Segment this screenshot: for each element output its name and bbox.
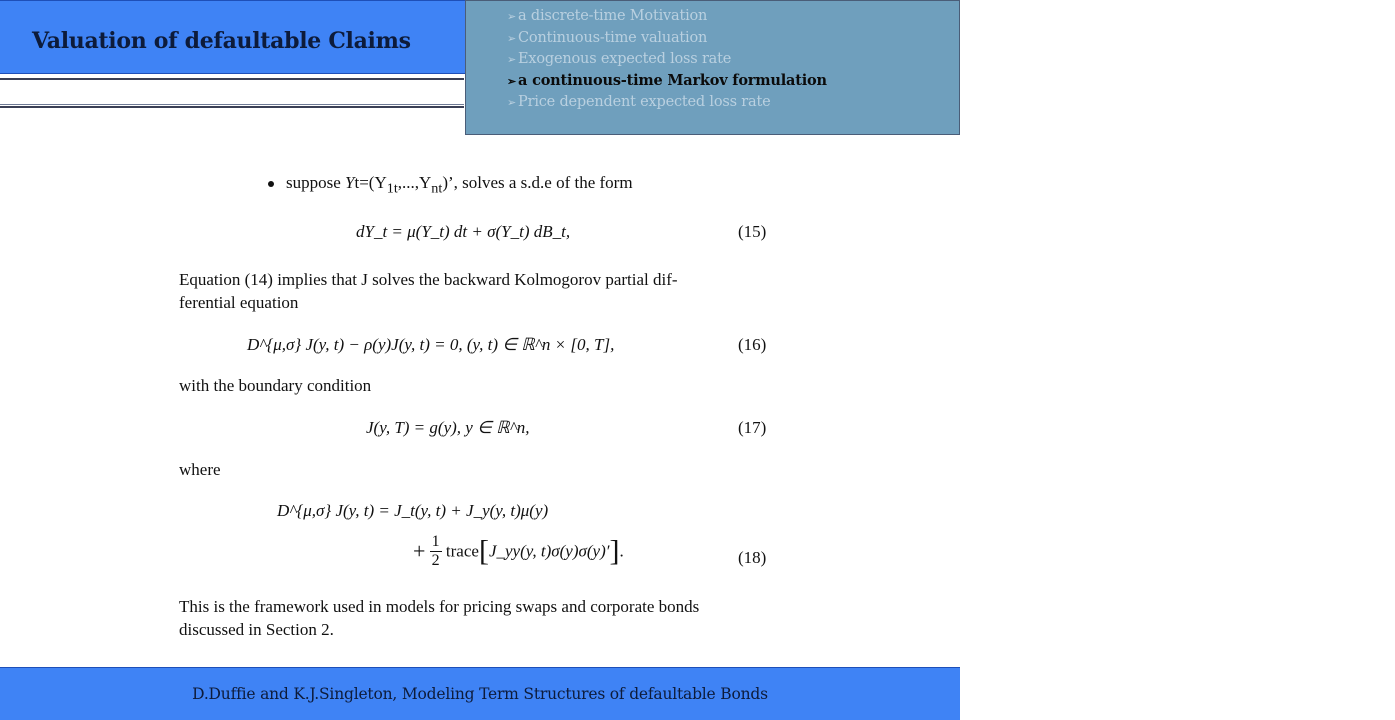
equation-18-line1: D^{μ,σ} J(y, t) = J_t(y, t) + J_y(y, t)μ(y) xyxy=(277,501,549,520)
equation-18-line2: + $\frac{1}{2}$ trace[J_yy(y, t)σ(y)σ(y)′]. xyxy=(413,533,624,569)
suppose-line: suppose $Yt=(Y_{1t},...,Y_{nt})$’, solves a s.d.e of the form xyxy=(268,173,633,197)
nav-item-label: Exogenous expected loss rate xyxy=(518,51,732,67)
paragraph: where xyxy=(179,460,221,479)
paragraph: with the boundary condition xyxy=(179,376,372,395)
equation-number: (16) xyxy=(738,335,767,354)
arrow-bullet-icon: ➢ xyxy=(507,31,517,45)
arrow-bullet-icon: ➢ xyxy=(507,74,517,88)
arrow-bullet-icon: ➢ xyxy=(507,53,517,66)
equation-number: (17) xyxy=(738,418,767,437)
bullet-icon xyxy=(268,181,274,187)
equation-15: dY_t = μ(Y_t) dt + σ(Y_t) dB_t, xyxy=(356,222,571,241)
paragraph: discussed in Section 2. xyxy=(179,620,334,639)
arrow-bullet-icon: ➢ xyxy=(507,10,517,23)
paragraph: Equation (14) implies that J solves the backward Kolmogorov partial dif- xyxy=(179,270,678,289)
paragraph: This is the framework used in models for pricing swaps and corporate bonds xyxy=(179,597,700,616)
nav-item-label: a continuous-time Markov formulation xyxy=(518,71,827,89)
footer-bar xyxy=(0,667,960,720)
paragraph: ferential equation xyxy=(179,293,299,312)
arrow-bullet-icon: ➢ xyxy=(507,96,517,109)
fraction: $\frac{1}{2}$ xyxy=(431,533,440,569)
footer-citation: D.Duffie and K.J.Singleton, Modeling Term Structures of defaultable Bonds xyxy=(192,685,768,703)
equation-number: (15) xyxy=(738,222,767,241)
nav-item-label: a discrete-time Motivation xyxy=(518,8,708,24)
equation-16: D^{μ,σ} J(y, t) − ρ(y)J(y, t) = 0, (y, t) ∈ ℝ^n × [0, T], xyxy=(247,335,615,354)
equation-number: (18) xyxy=(738,548,767,567)
equation-17: J(y, T) = g(y), y ∈ ℝ^n, xyxy=(366,418,530,437)
page-number: 14 xyxy=(1370,11,1395,35)
nav-item-label: Price dependent expected loss rate xyxy=(518,94,771,110)
slide-title: Valuation of defaultable Claims xyxy=(32,28,411,54)
nav-item-label: Continuous-time valuation xyxy=(518,29,708,46)
